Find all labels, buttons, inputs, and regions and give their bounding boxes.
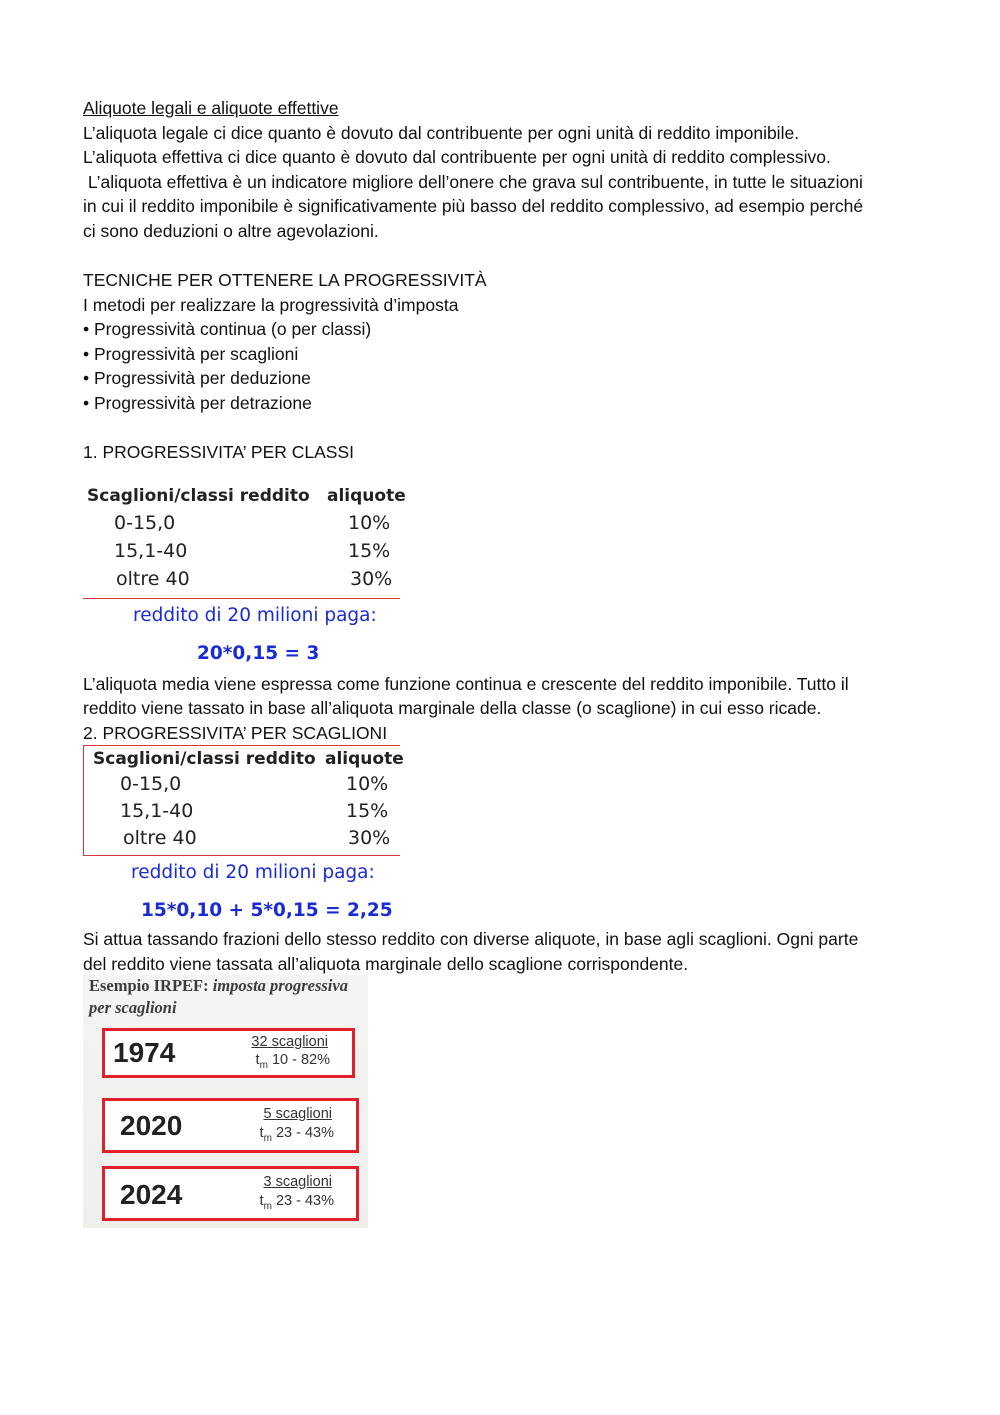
table-cell: 0-15,0 <box>114 512 176 534</box>
caption-italic: per scaglioni <box>89 998 177 1017</box>
table-cell: oltre 40 <box>116 568 190 590</box>
scaglioni-count: 3 scaglioni <box>263 1174 332 1190</box>
irpef-figure <box>83 975 368 1228</box>
table-cell: 15,1-40 <box>114 540 188 562</box>
table-cell: 10% <box>348 512 391 534</box>
bullet-item: • Progressività per deduzione <box>83 368 311 389</box>
paragraph-line: L’aliquota legale ci dice quanto è dovuto dal contribuente per ogni unità di reddito imponibile. <box>83 122 800 143</box>
irpef-caption <box>89 975 348 1019</box>
section-title-tecniche: TECNICHE PER OTTENERE LA PROGRESSIVITÀ <box>83 270 487 290</box>
scaglioni-table <box>83 749 404 857</box>
bullet-item: • Progressività per scaglioni <box>83 343 299 364</box>
scaglioni-count: 32 scaglioni <box>251 1034 328 1050</box>
table-cell: 15% <box>346 800 389 822</box>
paragraph-line: L’aliquota effettiva è un indicatore migliore dell’onere che grava sul contribuente, in tutte le situazioni <box>83 171 863 192</box>
bullet-item: • Progressività per detrazione <box>83 393 312 413</box>
rate-range: $t_m$ 23 - 43% <box>259 1193 334 1212</box>
year-label: 2020 <box>120 1110 183 1141</box>
scaglioni-count: 5 scaglioni <box>263 1106 332 1122</box>
table-header: Scaglioni/classi reddito <box>93 749 316 769</box>
caption-bold: Esempio IRPEF: <box>89 976 213 995</box>
table-cell: 30% <box>350 568 393 590</box>
table-header: Scaglioni/classi reddito <box>87 486 310 506</box>
rate-range: $t_m$ 23 - 43% <box>259 1125 334 1144</box>
irpef-box-2020 <box>102 1098 359 1153</box>
table-rule <box>83 598 400 599</box>
table-header: aliquote <box>325 749 404 769</box>
paragraph-line: ci sono deduzioni o altre agevolazioni. <box>83 221 379 241</box>
scaglioni-note: reddito di 20 milioni paga: <box>131 862 375 883</box>
classi-note: reddito di 20 milioni paga: <box>133 605 377 626</box>
rate-range: $t_m$ 10 - 82% <box>255 1052 330 1071</box>
scaglioni-calc: 15*0,10 + 5*0,15 = 2,25 <box>141 900 393 921</box>
table-cell: 10% <box>346 773 389 795</box>
section-title-aliquote: Aliquote legali e aliquote effettive <box>83 98 339 118</box>
paragraph-line: Si attua tassando frazioni dello stesso reddito con diverse aliquote, in base agli scaglioni. Ogni parte <box>83 929 859 949</box>
irpef-box-1974 <box>102 1028 355 1078</box>
table-cell: 15,1-40 <box>120 800 194 822</box>
table-cell: 0-15,0 <box>120 773 182 795</box>
paragraph-line: del reddito viene tassata all’aliquota marginale dello scaglione corrispondente. <box>83 953 689 974</box>
classi-calc: 20*0,15 = 3 <box>197 643 320 664</box>
section-title-scaglioni: 2. PROGRESSIVITA’ PER SCAGLIONI <box>83 722 388 743</box>
section-title-classi: 1. PROGRESSIVITA’ PER CLASSI <box>83 442 355 462</box>
paragraph-line: L’aliquota media viene espressa come funzione continua e crescente del reddito imponibile. Tutto il <box>83 673 849 694</box>
year-label: 1974 <box>113 1037 176 1068</box>
table-cell: 30% <box>348 827 391 849</box>
paragraph-line: reddito viene tassato in base all’aliquota marginale della classe (o scaglione) in cui esso ricade. <box>83 698 822 719</box>
table-cell: oltre 40 <box>123 827 197 849</box>
table-cell: 15% <box>348 540 391 562</box>
year-label: 2024 <box>120 1179 183 1210</box>
paragraph-line: L’aliquota effettiva ci dice quanto è dovuto dal contribuente per ogni unità di reddito complessivo. <box>83 147 831 168</box>
classi-table <box>83 486 406 600</box>
paragraph-line: I metodi per realizzare la progressività d’imposta <box>83 294 459 315</box>
irpef-box-2024 <box>102 1166 359 1221</box>
caption-italic: imposta progressiva <box>212 976 348 995</box>
paragraph-line: in cui il reddito imponibile è significativamente più basso del reddito complessivo, ad esempio perché <box>83 196 864 217</box>
table-header: aliquote <box>327 486 406 506</box>
bullet-item: • Progressività continua (o per classi) <box>83 319 372 340</box>
